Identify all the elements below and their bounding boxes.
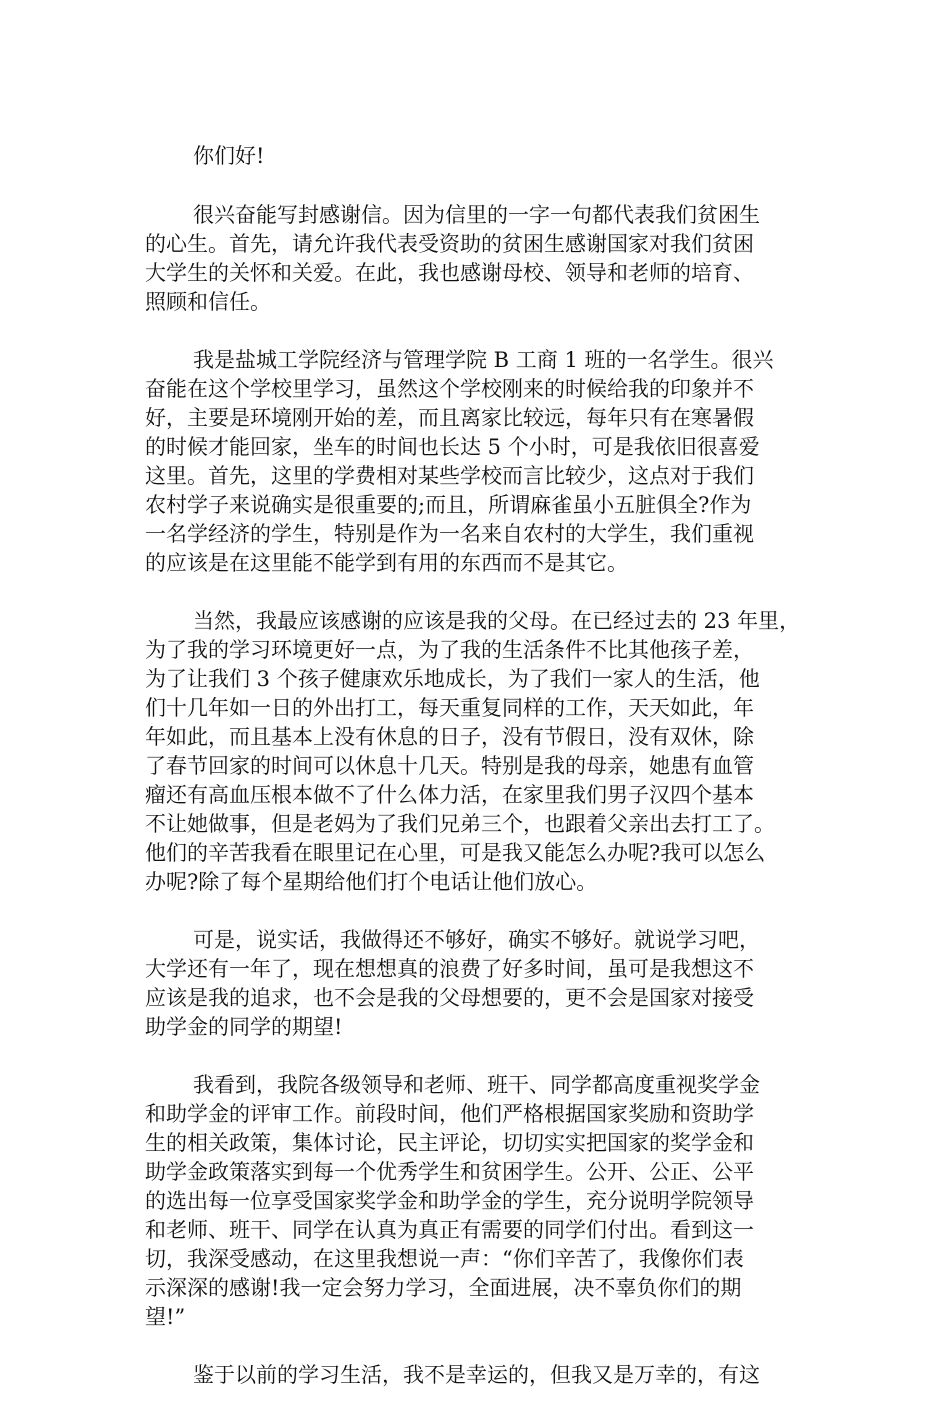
paragraph-parents: [145, 607, 825, 897]
greeting: 你们好!: [193, 144, 265, 168]
text-line: 示深深的感谢!我一定会努力学习，全面进展，决不辜负你们的期: [145, 1276, 742, 1300]
text-line: 不让她做事，但是老妈为了我们兄弟三个，也跟着父亲出去打工了。: [145, 812, 775, 836]
paragraph-closing-start: [145, 1361, 825, 1390]
text-line: 的时候才能回家，坐车的时间也长达 5 个小时，可是我依旧很喜爱: [145, 435, 760, 459]
text-line: 农村学子来说确实是很重要的;而且，所谓麻雀虽小五脏俱全?作为: [145, 493, 752, 517]
text-line: 和老师、班干、同学在认真为真正有需要的同学们付出。看到这一: [145, 1218, 754, 1242]
paragraph-school: [145, 346, 825, 578]
paragraph-reflection: [145, 926, 825, 1042]
text-line: 我看到，我院各级领导和老师、班干、同学都高度重视奖学金: [193, 1073, 760, 1097]
text-line: 为了我的学习环境更好一点，为了我的生活条件不比其他孩子差，: [145, 638, 754, 662]
text-line: 大学还有一年了，现在想想真的浪费了好多时间，虽可是我想这不: [145, 957, 754, 981]
text-line: 奋能在这个学校里学习，虽然这个学校刚来的时候给我的印象并不: [145, 377, 754, 401]
text-line: 了春节回家的时间可以休息十几天。特别是我的母亲，她患有血管: [145, 754, 754, 778]
text-line: 好，主要是环境刚开始的差，而且离家比较远，每年只有在寒暑假: [145, 406, 754, 430]
text-line: 的应该是在这里能不能学到有用的东西而不是其它。: [145, 551, 628, 575]
text-line: 生的相关政策，集体讨论，民主评论，切切实实把国家的奖学金和: [145, 1131, 754, 1155]
text-line: 大学生的关怀和关爱。在此，我也感谢母校、领导和老师的培育、: [145, 261, 754, 285]
text-line: 的心生。首先，请允许我代表受资助的贫困生感谢国家对我们贫困: [145, 232, 754, 256]
text-line: 这里。首先，这里的学费相对某些学校而言比较少，这点对于我们: [145, 464, 754, 488]
text-line: 瘤还有高血压根本做不了什么体力活，在家里我们男子汉四个基本: [145, 783, 754, 807]
text-line: 助学金的同学的期望!: [145, 1015, 343, 1039]
text-line: 我是盐城工学院经济与管理学院 B 工商 1 班的一名学生。很兴: [193, 348, 774, 372]
text-line: 很兴奋能写封感谢信。因为信里的一字一句都代表我们贫困生: [193, 203, 760, 227]
text-line: 当然，我最应该感谢的应该是我的父母。在已经过去的 23 年里，: [193, 609, 801, 633]
text-line: 和助学金的评审工作。前段时间，他们严格根据国家奖励和资助学: [145, 1102, 754, 1126]
text-line: 鉴于以前的学习生活，我不是幸运的，但我又是万幸的，有这: [193, 1363, 760, 1387]
text-line: 望!”: [145, 1305, 186, 1329]
paragraph-thanks-intro: [145, 201, 825, 317]
text-line: 们十几年如一日的外出打工，每天重复同样的工作，天天如此，年: [145, 696, 754, 720]
text-line: 切，我深受感动，在这里我想说一声：“你们辛苦了，我像你们表: [145, 1247, 744, 1271]
text-line: 一名学经济的学生，特别是作为一名来自农村的大学生，我们重视: [145, 522, 754, 546]
text-line: 办呢?除了每个星期给他们打个电话让他们放心。: [145, 870, 598, 894]
text-line: 助学金政策落实到每一个优秀学生和贫困学生。公开、公正、公平: [145, 1160, 754, 1184]
text-line: 为了让我们 3 个孩子健康欢乐地成长，为了我们一家人的生活，他: [145, 667, 760, 691]
text-line: 照顾和信任。: [145, 290, 271, 314]
paragraph-gratitude-staff: [145, 1071, 825, 1332]
letter-page: [145, 142, 825, 1419]
text-line: 他们的辛苦我看在眼里记在心里，可是我又能怎么办呢?我可以怎么: [145, 841, 766, 865]
text-line: 的选出每一位享受国家奖学金和助学金的学生，充分说明学院领导: [145, 1189, 754, 1213]
text-line: 可是，说实话，我做得还不够好，确实不够好。就说学习吧，: [193, 928, 760, 952]
text-line: 年如此，而且基本上没有休息的日子，没有节假日，没有双休，除: [145, 725, 754, 749]
text-line: 应该是我的追求，也不会是我的父母想要的，更不会是国家对接受: [145, 986, 754, 1010]
